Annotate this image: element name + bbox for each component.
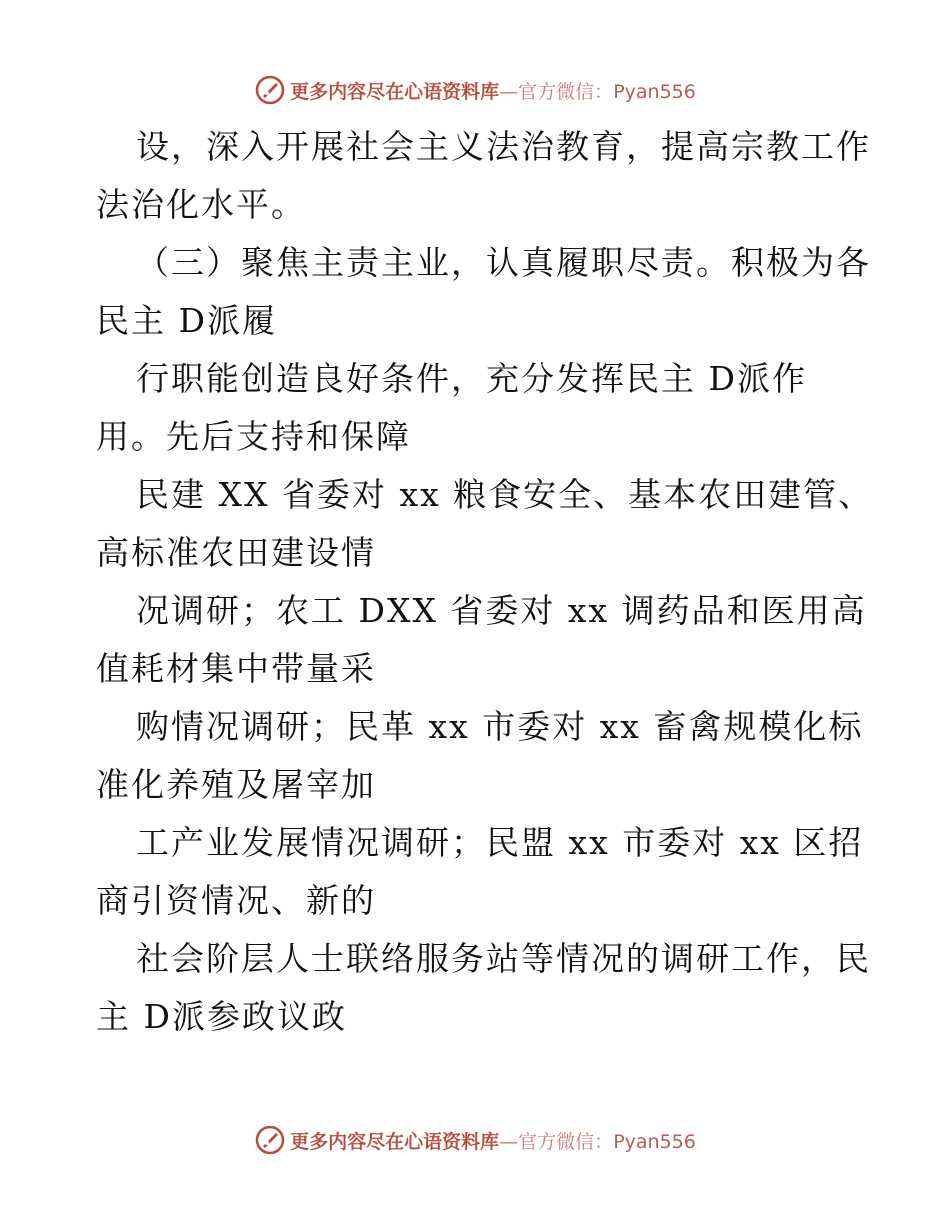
body-line: 设，深入开展社会主义法治教育，提高宗教工作 (136, 127, 871, 166)
body-line: 主 D派参政议政 (96, 997, 347, 1036)
quill-circle-icon (254, 1124, 286, 1156)
body-line: 商引资情况、新的 (96, 881, 376, 920)
watermark-main-text: 更多内容尽在心语资料库 (290, 1130, 500, 1153)
quill-circle-icon (254, 74, 286, 106)
body-line: 况调研；农工 DXX 省委对 xx 调药品和医用高 (136, 591, 867, 630)
footer-watermark-text (290, 1127, 696, 1154)
body-line: 高标准农田建设情 (96, 533, 376, 572)
header-watermark-banner (0, 70, 950, 110)
watermark-separator: — (499, 80, 519, 103)
body-line: 行职能创造良好条件，充分发挥民主 D派作 (136, 359, 807, 398)
footer-watermark-banner (0, 1120, 950, 1160)
body-line: 社会阶层人士联络服务站等情况的调研工作，民 (136, 939, 871, 978)
body-line: 民建 XX 省委对 xx 粮食安全、基本农田建管、 (136, 475, 874, 514)
body-line: 用。先后支持和保障 (96, 417, 411, 456)
body-line: 法治化水平。 (96, 185, 306, 224)
body-line: 民主 D派履 (96, 301, 277, 340)
body-line: 购情况调研；民革 xx 市委对 xx 畜禽规模化标 (136, 707, 864, 746)
watermark-wechat-id: Pyan556 (613, 80, 696, 103)
header-watermark-text (290, 77, 696, 104)
body-line: 准化养殖及屠宰加 (96, 765, 376, 804)
watermark-official-label: 官方微信： (518, 1130, 614, 1153)
document-body (96, 118, 874, 1046)
watermark-separator: — (499, 1130, 519, 1153)
watermark-main-text: 更多内容尽在心语资料库 (290, 80, 500, 103)
body-line: 值耗材集中带量采 (96, 649, 376, 688)
body-line: （三）聚焦主责主业，认真履职尽责。积极为各 (136, 243, 871, 282)
watermark-wechat-id: Pyan556 (613, 1130, 696, 1153)
body-line: 工产业发展情况调研；民盟 xx 市委对 xx 区招 (136, 823, 864, 862)
watermark-official-label: 官方微信： (518, 80, 614, 103)
